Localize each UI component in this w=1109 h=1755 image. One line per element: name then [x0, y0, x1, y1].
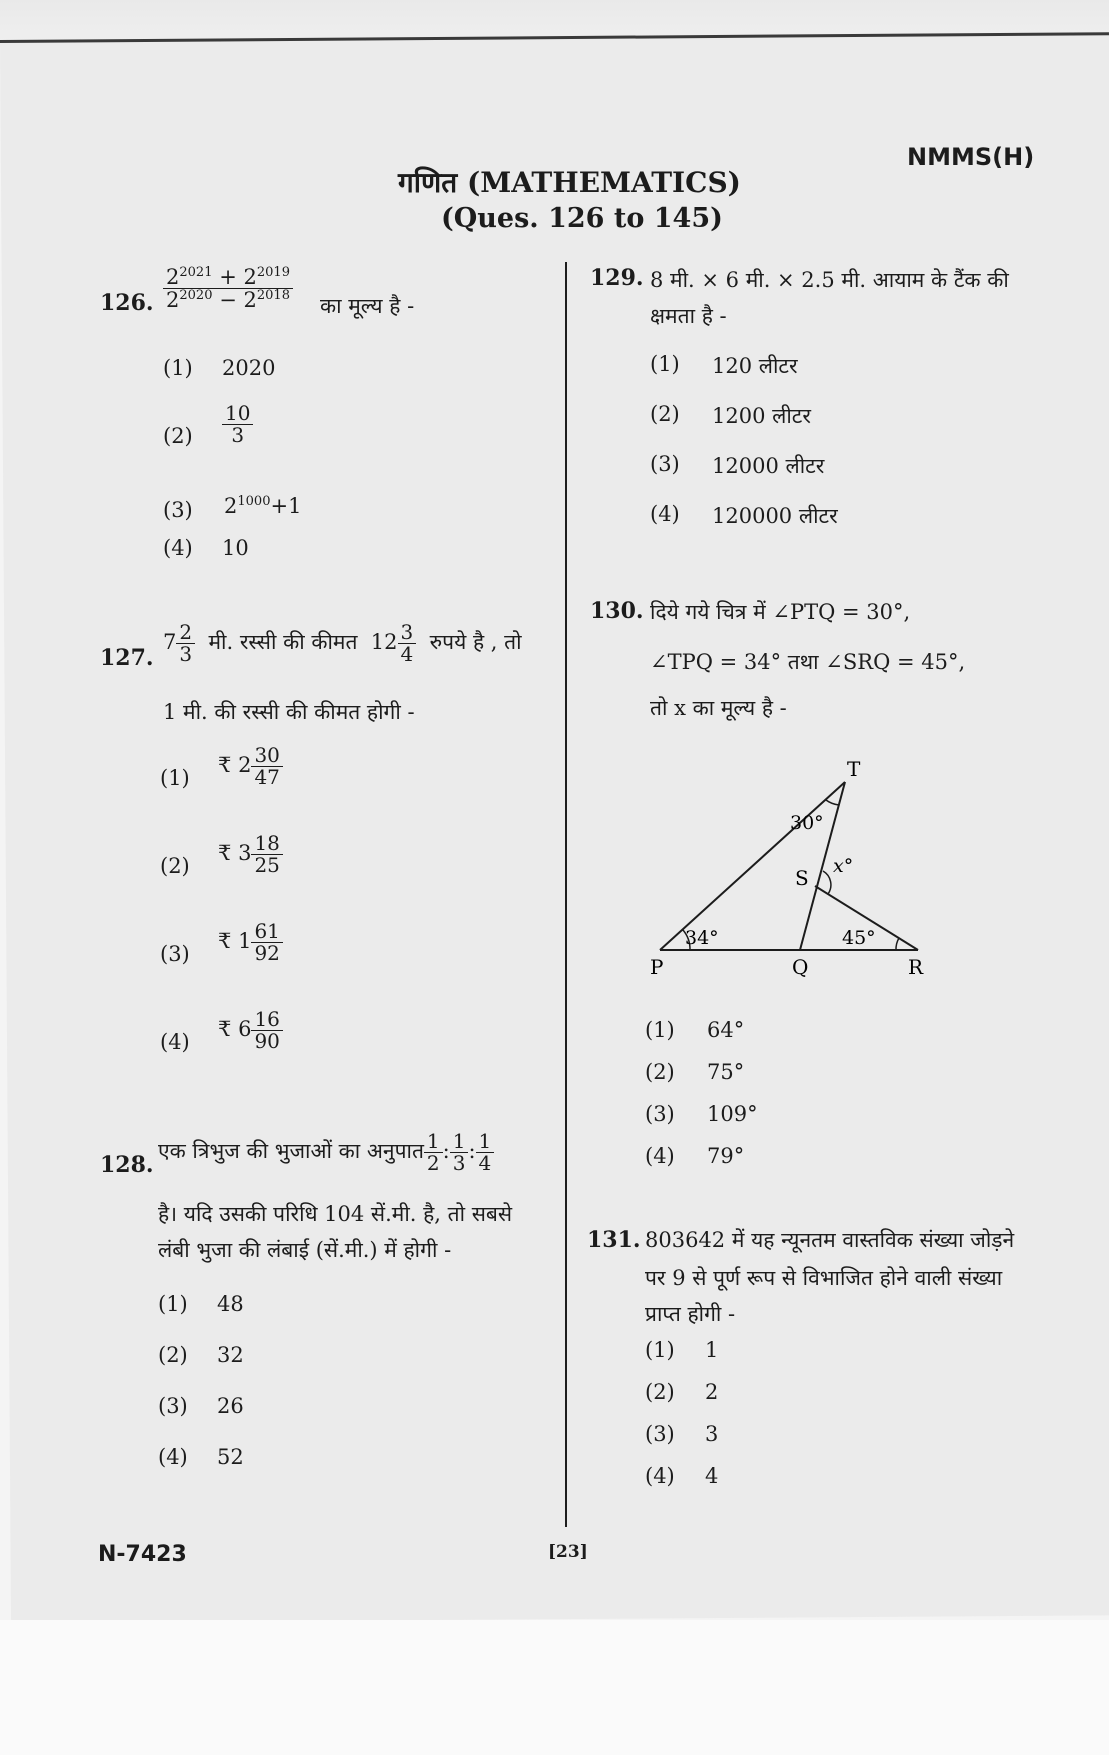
vertex-label-t: T — [847, 757, 861, 781]
option-value: 1 — [705, 1338, 719, 1362]
question-line-2: पर 9 से पूर्ण रूप से विभाजित होने वाली संख्या — [645, 1266, 1003, 1290]
vertex-label-q: Q — [792, 955, 809, 979]
angle-arc-r — [896, 938, 899, 950]
option-number: (1) — [645, 1018, 675, 1042]
option-number: (3) — [650, 452, 680, 476]
option-number: (3) — [158, 1394, 188, 1418]
option-number: (4) — [160, 1030, 190, 1054]
option-number: (1) — [158, 1292, 188, 1316]
option-number: (3) — [160, 942, 190, 966]
option-value: 4 — [705, 1464, 719, 1488]
option-mixed-fraction: ₹ 1 $\frac{61}{92}$ — [218, 921, 283, 964]
question-line-3: लंबी भुजा की लंबाई (सें.मी.) में होगी - — [158, 1238, 452, 1262]
option-value: 120 लीटर — [712, 354, 798, 378]
question-expression: $\frac{2^{2021} + 2^{2019}}{2^{2020} - 2^{2018}}$ — [163, 266, 293, 311]
question-number: 126. — [100, 290, 154, 316]
option-fraction: $\frac{10}{3}$ — [222, 403, 253, 446]
question-line-1: 8 मी. × 6 मी. × 2.5 मी. आयाम के टैंक की — [650, 268, 1009, 292]
column-divider — [565, 262, 567, 1527]
option-number: (1) — [160, 766, 190, 790]
angle-label-x: x° — [833, 855, 854, 877]
question-line-2: है। यदि उसकी परिधि 104 सें.मी. है, तो सबसे — [158, 1202, 513, 1226]
question-line-3: तो x का मूल्य है - — [650, 696, 787, 720]
section-title: गणित (MATHEMATICS) — [398, 166, 741, 199]
option-value: 12000 लीटर — [712, 454, 825, 478]
option-value: 79° — [707, 1144, 745, 1168]
section-subtitle: (Ques. 126 to 145) — [441, 203, 723, 234]
question-line-3: प्राप्त होगी - — [645, 1302, 736, 1326]
question-number: 128. — [100, 1152, 154, 1178]
option-value: 2020 — [222, 356, 276, 380]
triangle-figure — [640, 740, 940, 980]
option-number: (4) — [645, 1144, 675, 1168]
question-line-2: क्षमता है - — [650, 304, 727, 328]
angle-arc-t — [826, 800, 839, 805]
angle-label-p: 34° — [685, 927, 719, 949]
question-number: 127. — [100, 645, 154, 671]
option-power: $2^{1000}+1$ — [224, 494, 302, 518]
scan-bottom-area — [0, 1620, 1109, 1755]
option-number: (2) — [160, 854, 190, 878]
exam-code-badge: NMMS(H) — [907, 143, 1035, 171]
option-number: (2) — [650, 402, 680, 426]
option-value: 109° — [707, 1102, 758, 1126]
option-mixed-fraction: ₹ 2 $\frac{30}{47}$ — [218, 745, 283, 788]
option-number: (2) — [645, 1060, 675, 1084]
option-value: 75° — [707, 1060, 745, 1084]
option-number: (4) — [163, 536, 193, 560]
option-value: 1200 लीटर — [712, 404, 811, 428]
option-number: (1) — [163, 356, 193, 380]
option-number: (2) — [163, 424, 193, 448]
question-line-2: 1 मी. की रस्सी की कीमत होगी - — [163, 700, 415, 724]
vertex-label-s: S — [795, 866, 809, 890]
option-value: 26 — [217, 1394, 244, 1418]
question-line-1: 7 $\frac{2}{3}$ मी. रस्सी की कीमत 12 $\frac{3}{4}$ रुपये है , तो — [163, 620, 522, 666]
option-number: (3) — [645, 1102, 675, 1126]
option-value: 3 — [705, 1422, 719, 1446]
option-value: 64° — [707, 1018, 745, 1042]
question-line-1: एक त्रिभुज की भुजाओं का अनुपात $\frac{1}{2}$ : $\frac{1}{3}$ : $\frac{1}{4}$ — [158, 1131, 494, 1174]
vertex-label-p: P — [650, 955, 664, 979]
option-value: 2 — [705, 1380, 719, 1404]
page-number: [23] — [548, 1542, 588, 1562]
paper-code: N-7423 — [98, 1542, 187, 1567]
option-number: (4) — [645, 1464, 675, 1488]
option-mixed-fraction: ₹ 3 $\frac{18}{25}$ — [218, 833, 283, 876]
option-number: (2) — [645, 1380, 675, 1404]
option-number: (4) — [158, 1445, 188, 1469]
question-number: 129. — [590, 265, 644, 291]
option-value: 48 — [217, 1292, 244, 1316]
option-value: 10 — [222, 536, 249, 560]
option-number: (4) — [650, 502, 680, 526]
option-value: 32 — [217, 1343, 244, 1367]
question-number: 131. — [587, 1227, 641, 1253]
option-number: (3) — [645, 1422, 675, 1446]
option-mixed-fraction: ₹ 6 $\frac{16}{90}$ — [218, 1009, 283, 1052]
side-pt — [660, 782, 845, 950]
question-line-1: दिये गये चित्र में ∠PTQ = 30°, — [650, 600, 911, 624]
option-value: 120000 लीटर — [712, 504, 838, 528]
angle-label-r: 45° — [842, 927, 876, 949]
question-text: का मूल्य है - — [320, 294, 415, 318]
vertex-label-r: R — [908, 955, 924, 979]
angle-label-t: 30° — [790, 812, 824, 834]
option-value: 52 — [217, 1445, 244, 1469]
option-number: (3) — [163, 498, 193, 522]
option-number: (1) — [645, 1338, 675, 1362]
option-number: (1) — [650, 352, 680, 376]
question-line-1: 803642 में यह न्यूनतम वास्तविक संख्या जोड़ने — [645, 1228, 1015, 1252]
option-number: (2) — [158, 1343, 188, 1367]
question-line-2: ∠TPQ = 34° तथा ∠SRQ = 45°, — [650, 650, 966, 674]
question-number: 130. — [590, 598, 644, 624]
